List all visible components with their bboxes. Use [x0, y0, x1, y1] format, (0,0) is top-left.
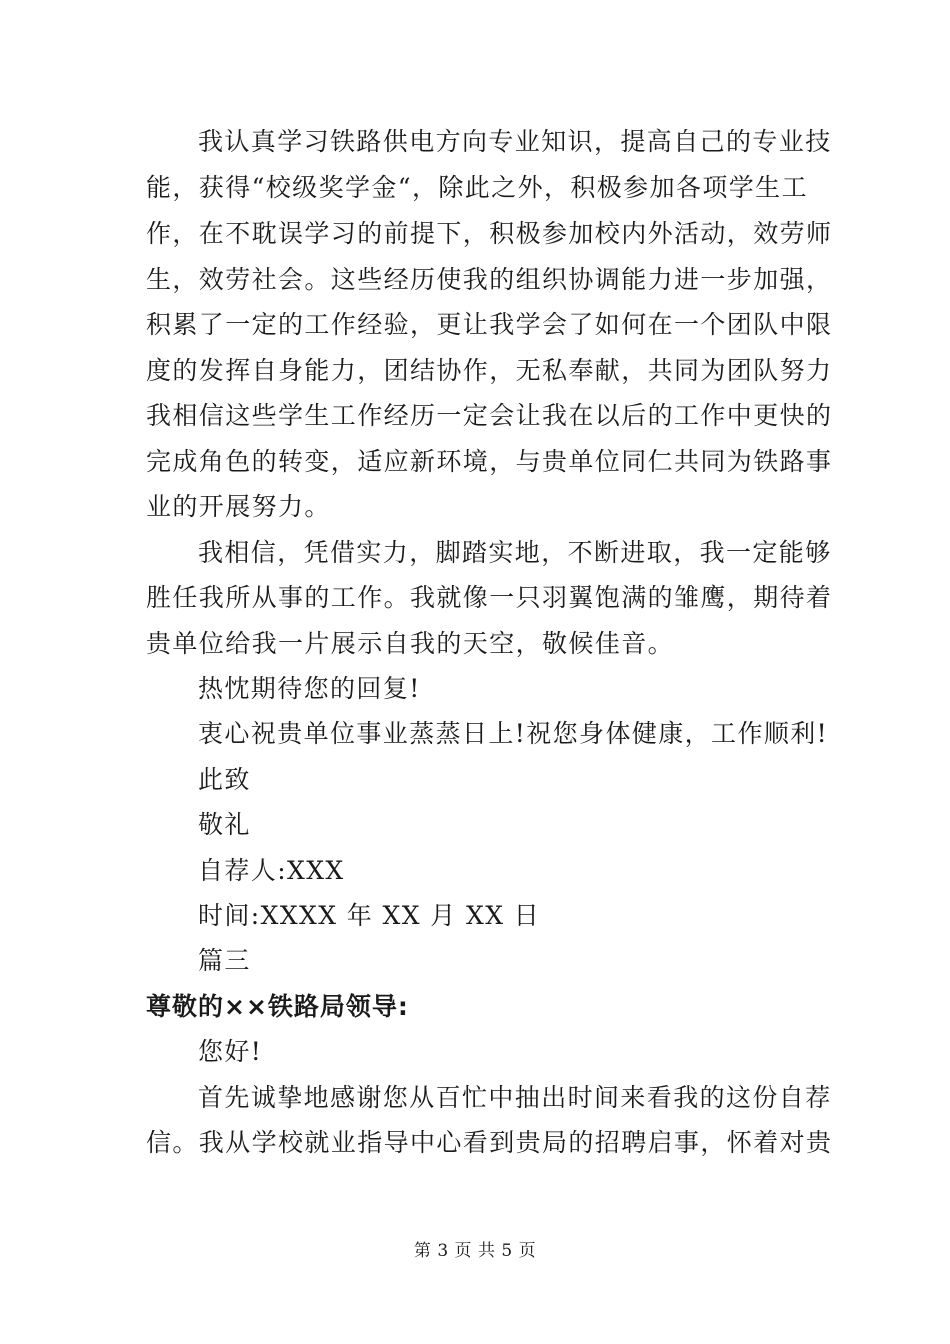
text-line: 热忱期待您的回复!	[198, 674, 421, 703]
text-line: 贵单位给我一片展示自我的天空，敬候佳音。	[146, 629, 675, 658]
page-footer: 第 3 页 共 5 页	[413, 1241, 537, 1261]
text-line: 生，效劳社会。这些经历使我的组织协调能力进一步加强，	[146, 265, 833, 294]
text-line: 度的发挥自身能力，团结协作，无私奉献，共同为团队努力	[146, 356, 833, 385]
text-line: 能，获得“校级奖学金“，除此之外，积极参加各项学生工	[146, 173, 808, 202]
closing-salutation: 此致	[198, 765, 251, 794]
signature-line: 自荐人:XXX	[198, 856, 345, 885]
date-line: 时间:XXXX 年 XX 月 XX 日	[198, 901, 541, 930]
text-line: 衷心祝贵单位事业蒸蒸日上!祝您身体健康，工作顺利!	[198, 719, 829, 748]
text-line: 作，在不耽误学习的前提下，积极参加校内外活动，效劳师	[146, 219, 833, 248]
section-heading: 篇三	[198, 946, 251, 975]
letter-greeting: 尊敬的××铁路局领导:	[146, 992, 409, 1021]
text-line: 您好!	[198, 1037, 263, 1066]
text-line: 我相信这些学生工作经历一定会让我在以后的工作中更快的	[146, 401, 833, 430]
closing-regards: 敬礼	[198, 810, 251, 839]
text-line: 胜任我所从事的工作。我就像一只羽翼饱满的雏鹰，期待着	[146, 583, 833, 612]
text-line: 我认真学习铁路供电方向专业知识，提高自己的专业技	[198, 127, 832, 156]
text-line: 积累了一定的工作经验，更让我学会了如何在一个团队中限	[146, 310, 833, 339]
text-line: 业的开展努力。	[146, 492, 331, 521]
text-line: 首先诚挚地感谢您从百忙中抽出时间来看我的这份自荐	[198, 1083, 832, 1112]
text-line: 我相信，凭借实力，脚踏实地，不断进取，我一定能够	[198, 538, 832, 567]
text-line: 完成角色的转变，适应新环境，与贵单位同仁共同为铁路事	[146, 447, 833, 476]
text-line: 信。我从学校就业指导中心看到贵局的招聘启事，怀着对贵	[146, 1128, 833, 1157]
